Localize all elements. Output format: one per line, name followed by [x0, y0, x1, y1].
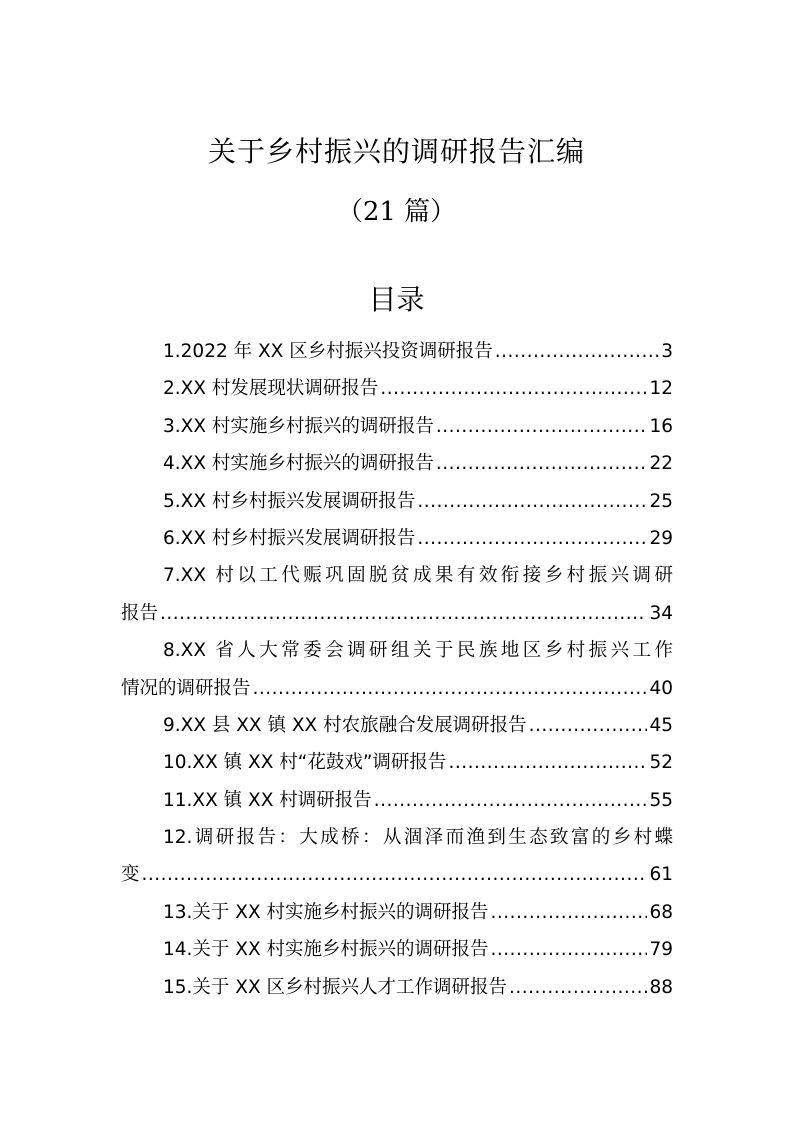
toc-dot-leader — [253, 670, 648, 707]
toc-entry-leader-line — [121, 969, 673, 1006]
toc-entry[interactable] — [121, 744, 673, 781]
toc-dot-leader — [417, 520, 647, 557]
toc-entry-leader-line — [121, 333, 673, 370]
toc-page-number: 55 — [649, 789, 673, 811]
toc-entry-leader-line — [121, 670, 673, 707]
toc-entry-leader-line — [121, 445, 673, 482]
toc-entry-leader-line — [121, 931, 673, 968]
table-of-contents — [121, 333, 673, 1006]
toc-page-number: 88 — [649, 976, 673, 998]
toc-entry[interactable] — [121, 408, 673, 445]
toc-page-number: 61 — [649, 864, 673, 886]
toc-entry-title: 12.调研报告：大成桥：从涸泽而渔到生态致富的乡村蝶 — [163, 827, 673, 849]
toc-entry[interactable] — [121, 969, 673, 1006]
toc-entry[interactable] — [121, 632, 673, 707]
toc-dot-leader — [160, 595, 647, 632]
toc-entry-title: 15.关于 XX 区乡村振兴人才工作调研报告 — [163, 976, 508, 998]
toc-entry-leader-line — [121, 483, 673, 520]
toc-page-number: 52 — [649, 752, 673, 774]
toc-page-number: 16 — [649, 415, 673, 437]
toc-page-number: 12 — [649, 378, 673, 400]
toc-entry[interactable] — [121, 333, 673, 370]
toc-entry[interactable] — [121, 782, 673, 819]
toc-dot-leader — [448, 744, 647, 781]
toc-entry[interactable] — [121, 819, 673, 894]
toc-dot-leader — [491, 894, 648, 931]
toc-entry[interactable] — [121, 520, 673, 557]
toc-heading: 目录 — [368, 283, 425, 316]
toc-entry-text-line — [121, 819, 673, 856]
toc-entry-title: 情况的调研报告 — [121, 677, 251, 699]
toc-entry-title: 14.关于 XX 村实施乡村振兴的调研报告 — [163, 939, 489, 961]
toc-page-number: 45 — [649, 714, 673, 736]
toc-entry[interactable] — [121, 707, 673, 744]
toc-entry-title: 3.XX 村实施乡村振兴的调研报告 — [163, 415, 434, 437]
toc-entry-leader-line — [121, 707, 673, 744]
toc-entry-leader-line — [121, 520, 673, 557]
toc-page-number: 34 — [649, 602, 673, 624]
toc-entry-title: 2.XX 村发展现状调研报告 — [163, 378, 379, 400]
toc-page-number: 25 — [649, 490, 673, 512]
toc-entry-text-line — [121, 557, 673, 594]
toc-dot-leader — [495, 333, 659, 370]
document-title: 关于乡村振兴的调研报告汇编 — [207, 135, 585, 168]
toc-entry-title: 5.XX 村乡村振兴发展调研报告 — [163, 490, 416, 512]
toc-entry-title: 7.XX 村以工代赈巩固脱贫成果有效衔接乡村振兴调研 — [163, 565, 673, 587]
toc-entry[interactable] — [121, 445, 673, 482]
toc-entry[interactable] — [121, 483, 673, 520]
toc-page-number: 3 — [661, 341, 673, 362]
toc-entry-title: 11.XX 镇 XX 村调研报告 — [163, 789, 372, 811]
toc-entry-title: 6.XX 村乡村振兴发展调研报告 — [163, 527, 416, 549]
toc-entry-text-line — [121, 632, 673, 669]
toc-entry-leader-line — [121, 856, 673, 893]
toc-entry-leader-line — [121, 894, 673, 931]
toc-entry-title: 变 — [121, 864, 140, 886]
toc-dot-leader — [436, 445, 648, 482]
toc-entry-leader-line — [121, 370, 673, 407]
toc-page-number: 40 — [649, 677, 673, 699]
toc-page-number: 79 — [649, 939, 673, 961]
toc-dot-leader — [491, 931, 648, 968]
toc-dot-leader — [529, 707, 648, 744]
toc-entry-leader-line — [121, 782, 673, 819]
document-subtitle: （21 篇） — [336, 197, 457, 227]
toc-page-number: 29 — [649, 527, 673, 549]
toc-dot-leader — [436, 408, 648, 445]
toc-dot-leader — [142, 856, 648, 893]
toc-entry-leader-line — [121, 408, 673, 445]
toc-dot-leader — [417, 483, 647, 520]
toc-entry-title: 1.2022 年 XX 区乡村振兴投资调研报告 — [163, 341, 493, 362]
toc-entry[interactable] — [121, 894, 673, 931]
toc-entry-title: 报告 — [121, 602, 159, 624]
toc-entry-leader-line — [121, 595, 673, 632]
toc-dot-leader — [380, 370, 647, 407]
toc-entry-title: 13.关于 XX 村实施乡村振兴的调研报告 — [163, 901, 489, 923]
toc-dot-leader — [374, 782, 648, 819]
toc-entry[interactable] — [121, 370, 673, 407]
toc-entry-leader-line — [121, 744, 673, 781]
toc-entry[interactable] — [121, 931, 673, 968]
toc-page-number: 68 — [649, 901, 673, 923]
toc-entry-title: 9.XX 县 XX 镇 XX 村农旅融合发展调研报告 — [163, 714, 527, 736]
toc-entry-title: 8.XX 省人大常委会调研组关于民族地区乡村振兴工作 — [163, 640, 673, 662]
toc-entry[interactable] — [121, 557, 673, 632]
toc-entry-title: 4.XX 村实施乡村振兴的调研报告 — [163, 453, 434, 475]
toc-entry-title: 10.XX 镇 XX 村“花鼓戏”调研报告 — [163, 752, 447, 774]
toc-page-number: 22 — [649, 453, 673, 475]
toc-dot-leader — [509, 969, 647, 1006]
